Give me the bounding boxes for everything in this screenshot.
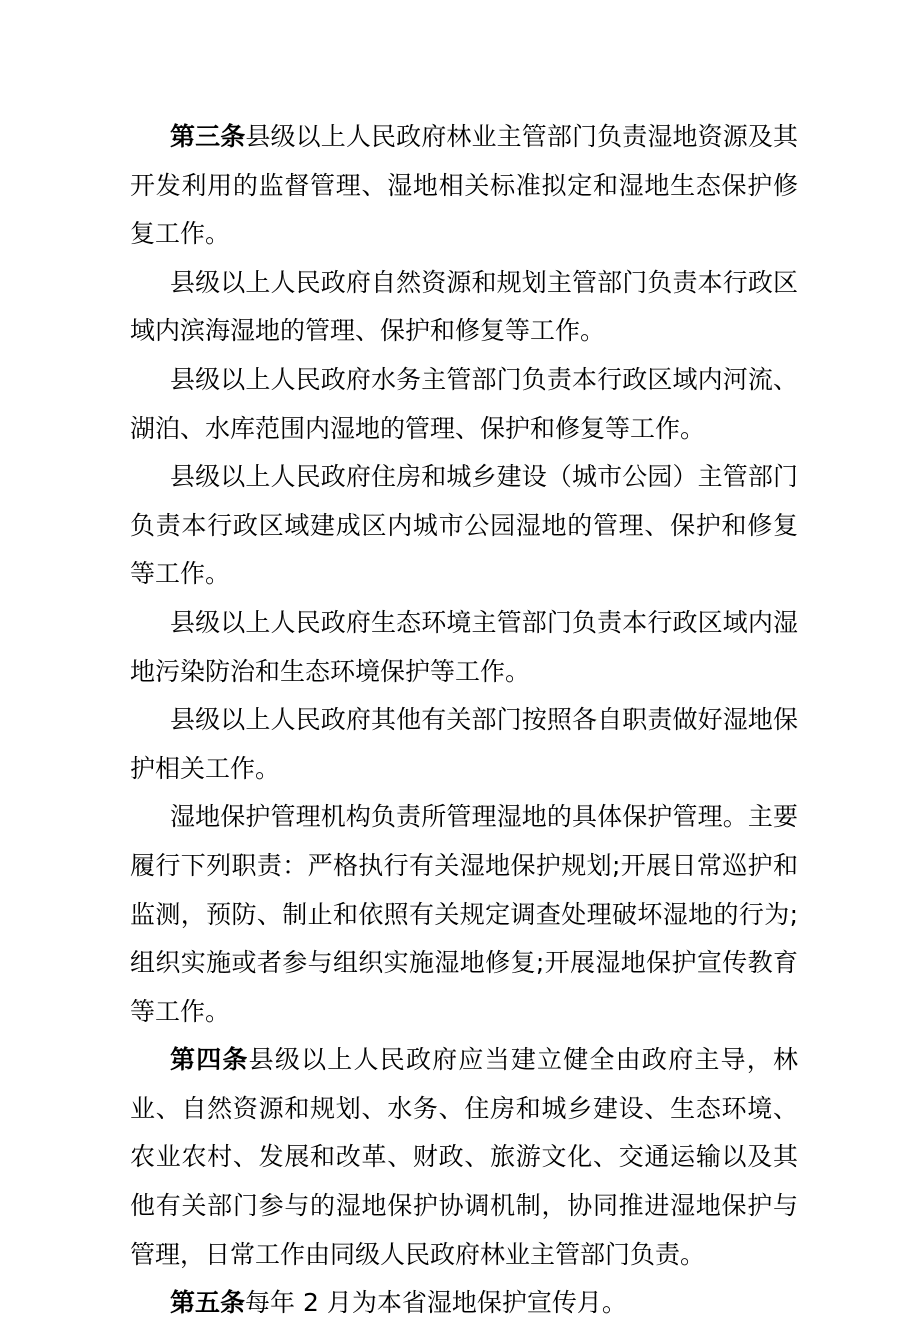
paragraph-text: 县级以上人民政府住房和城乡建设（城市公园）主管部门负责本行政区域建成区内城市公园湿地的管理、保护和修复等工作。 <box>130 462 798 589</box>
paragraph <box>130 356 798 453</box>
paragraph-article-3 <box>130 113 798 259</box>
paragraph <box>130 453 798 599</box>
paragraph <box>130 259 798 356</box>
paragraph-text: 县级以上人民政府其他有关部门按照各自职责做好湿地保护相关工作。 <box>130 705 798 783</box>
article-heading: 第四条 <box>170 1045 249 1075</box>
paragraph <box>130 793 798 1036</box>
paragraph-text: 每年 2 月为本省湿地保护宣传月。 <box>245 1288 627 1318</box>
paragraph-article-5 <box>130 1279 798 1328</box>
article-heading: 第五条 <box>170 1288 246 1318</box>
paragraph-text: 县级以上人民政府水务主管部门负责本行政区域内河流、湖泊、水库范围内湿地的管理、保护和修复等工作。 <box>130 364 798 443</box>
paragraph-article-4 <box>130 1036 798 1279</box>
paragraph-text: 县级以上人民政府应当建立健全由政府主导，林业、自然资源和规划、水务、住房和城乡建设、生态环境、农业农村、发展和改革、财政、旅游文化、交通运输以及其他有关部门参与的湿地保护协调机制，协同推进湿地保护与管理，日常工作由同级人民政府林业主管部门负责。 <box>130 1045 798 1269</box>
document-body <box>130 113 798 1328</box>
paragraph <box>130 599 798 696</box>
article-heading: 第三条 <box>170 122 246 151</box>
paragraph-text: 县级以上人民政府林业主管部门负责湿地资源及其开发利用的监督管理、湿地相关标准拟定和湿地生态保护修复工作。 <box>130 122 798 249</box>
paragraph-text: 县级以上人民政府生态环境主管部门负责本行政区域内湿地污染防治和生态环境保护等工作。 <box>130 607 798 686</box>
paragraph-text: 县级以上人民政府自然资源和规划主管部门负责本行政区域内滨海湿地的管理、保护和修复等工作。 <box>130 267 798 346</box>
paragraph <box>130 696 798 793</box>
paragraph-text: 湿地保护管理机构负责所管理湿地的具体保护管理。主要履行下列职责：严格执行有关湿地保护规划;开展日常巡护和监测，预防、制止和依照有关规定调查处理破坏湿地的行为;组织实施或者参与组织实施湿地修复;开展湿地保护宣传教育等工作。 <box>130 802 798 1026</box>
